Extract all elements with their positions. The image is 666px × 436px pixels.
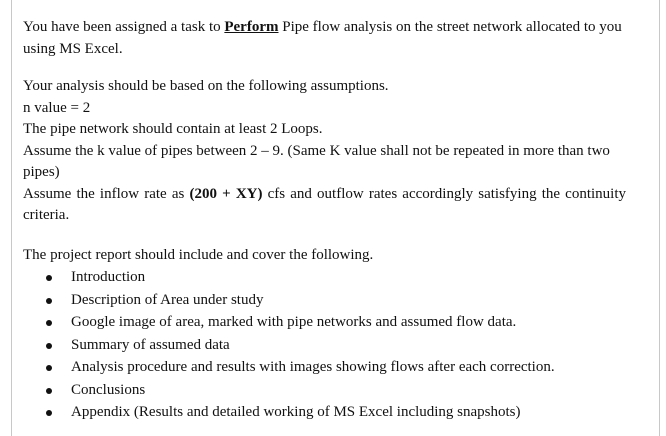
assumption-inflow — [23, 184, 626, 227]
bullet-icon — [46, 365, 52, 371]
bullet-icon — [46, 410, 52, 416]
report-items-list — [23, 266, 626, 424]
list-item — [23, 289, 626, 312]
bullet-icon — [46, 298, 52, 304]
list-item — [23, 334, 626, 357]
assumptions-heading: Your analysis should be based on the following assumptions. — [23, 78, 389, 94]
assumption-loops: The pipe network should contain at least 2 Loops. — [23, 121, 323, 137]
inflow-text-2: cfs and outflow rates accordingly satisfying the continuity criteria. — [23, 185, 627, 223]
spacer — [23, 227, 626, 245]
list-item-text: Analysis procedure and results with images showing flows after each correction. — [71, 359, 555, 375]
inflow-text-1: Assume the inflow rate as — [23, 185, 190, 202]
list-item — [23, 401, 626, 424]
list-item — [23, 311, 626, 334]
list-item-text: Google image of area, marked with pipe networks and assumed flow data. — [71, 314, 517, 330]
list-item-text: Appendix (Results and detailed working of MS Excel including snapshots) — [71, 404, 521, 420]
assumption-n-value: n value = 2 — [23, 99, 91, 116]
bullet-icon — [46, 343, 52, 349]
intro-text-1: You have been assigned a task to — [23, 19, 225, 35]
document-body — [23, 17, 626, 424]
intro-text-2: Pipe flow analysis on the street network allocated to you using MS Excel. — [23, 19, 622, 57]
intro-emphasis: Perform — [224, 19, 279, 35]
spacer — [23, 60, 626, 76]
list-item — [23, 379, 626, 402]
bullet-icon — [46, 320, 52, 326]
list-item — [23, 266, 626, 289]
bullet-icon — [46, 388, 52, 394]
list-item-text: Introduction — [71, 269, 146, 285]
assumption-k-value: Assume the k value of pipes between 2 – 9. (Same K value shall not be repeated in more than two pipes) — [23, 142, 610, 180]
list-item-text: Summary of assumed data — [71, 336, 230, 353]
list-item-text: Description of Area under study — [71, 291, 264, 308]
list-item-text: Conclusions — [71, 381, 146, 398]
report-heading: The project report should include and cover the following. — [23, 246, 374, 263]
list-item — [23, 356, 626, 379]
inflow-formula: (200 + XY) — [189, 185, 263, 202]
bullet-icon — [46, 275, 52, 281]
intro-paragraph — [23, 17, 626, 60]
